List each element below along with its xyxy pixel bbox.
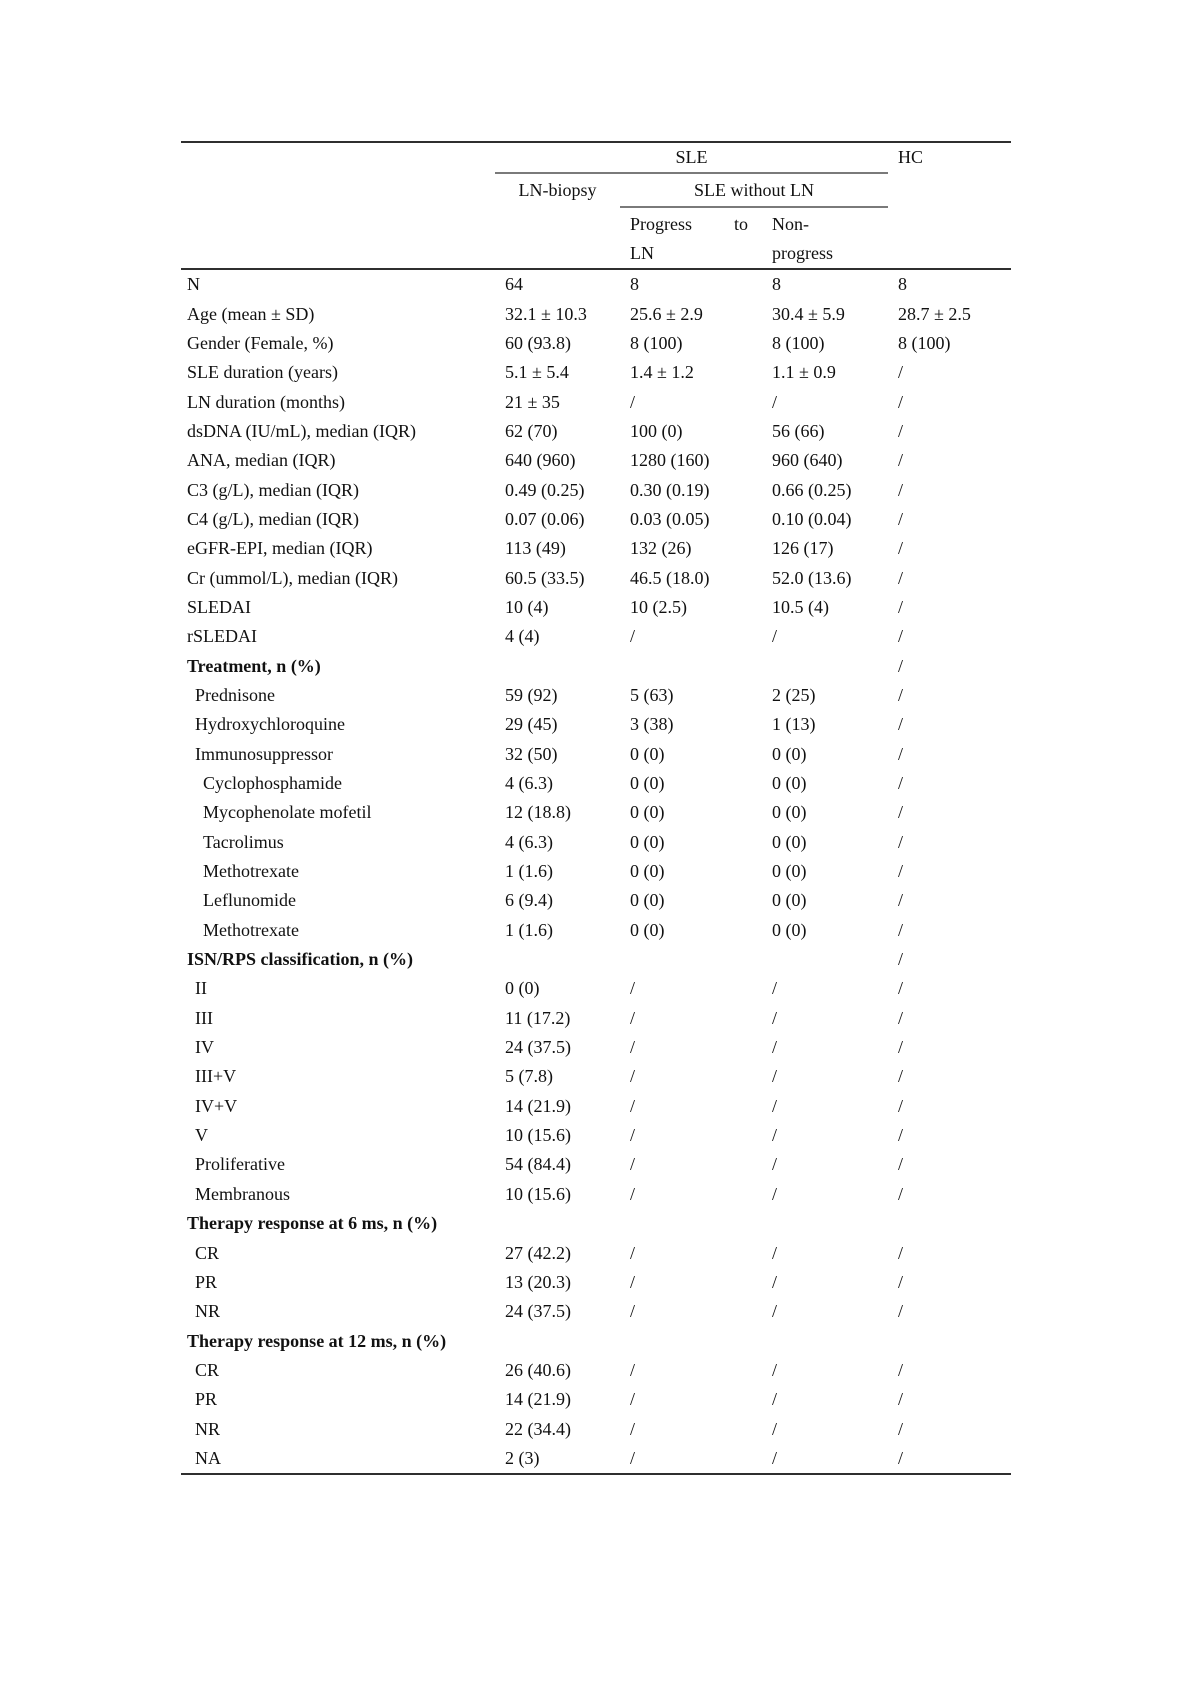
cell-non-progress: 1 (13) xyxy=(772,714,816,735)
cell-ln-biopsy: 13 (20.3) xyxy=(505,1271,571,1292)
table-row xyxy=(181,622,1011,651)
table-row xyxy=(181,593,1011,622)
to-word: to xyxy=(733,214,748,234)
cell-non-progress: / xyxy=(772,1418,778,1439)
cell-hc: / xyxy=(898,1183,904,1204)
row-label: Methotrexate xyxy=(203,861,299,882)
cell-ln-biopsy: 12 (18.8) xyxy=(505,802,571,823)
row-label: CR xyxy=(195,1359,220,1380)
row-label: C4 (g/L), median (IQR) xyxy=(187,508,359,529)
cell-ln-biopsy: 6 (9.4) xyxy=(505,890,553,911)
cell-non-progress: 0 (0) xyxy=(772,831,807,852)
non-progress-line2: progress xyxy=(772,243,833,263)
row-label: NR xyxy=(195,1301,221,1322)
cell-non-progress: 0 (0) xyxy=(772,890,807,911)
cell-hc: / xyxy=(898,538,904,559)
row-label: C3 (g/L), median (IQR) xyxy=(187,479,359,500)
cell-ln-biopsy: 14 (21.9) xyxy=(505,1095,571,1116)
table-row xyxy=(181,1150,1011,1179)
row-label: SLE duration (years) xyxy=(187,362,338,383)
progress-word: Progress xyxy=(630,214,692,234)
table-row xyxy=(181,1004,1011,1033)
cell-ln-biopsy: 5 (7.8) xyxy=(505,1066,553,1087)
row-label: V xyxy=(195,1125,208,1146)
row-label: Therapy response at 12 ms, n (%) xyxy=(187,1330,447,1351)
cell-ln-biopsy: 10 (4) xyxy=(505,596,549,617)
cell-non-progress: / xyxy=(772,1447,778,1468)
cell-hc: / xyxy=(898,1242,904,1263)
cell-ln-biopsy: 4 (4) xyxy=(505,626,540,647)
cell-progress-ln: / xyxy=(630,1447,636,1468)
sle-without-ln-underline xyxy=(620,206,888,208)
table-row xyxy=(181,1356,1011,1385)
cell-non-progress: / xyxy=(772,1271,778,1292)
table-row xyxy=(181,681,1011,710)
table-row xyxy=(181,1062,1011,1091)
cell-non-progress: 8 xyxy=(772,274,781,295)
cell-hc: 28.7 ± 2.5 xyxy=(898,303,971,324)
cell-non-progress: 0 (0) xyxy=(772,773,807,794)
row-label: Hydroxychloroquine xyxy=(195,714,345,735)
cell-hc: / xyxy=(898,1271,904,1292)
cell-progress-ln: 0 (0) xyxy=(630,919,665,940)
cell-hc: / xyxy=(898,391,904,412)
cell-non-progress: / xyxy=(772,626,778,647)
col-header-non-progress: Non- xyxy=(772,214,809,234)
cell-progress-ln: 5 (63) xyxy=(630,684,674,705)
row-label: IV xyxy=(195,1037,214,1058)
table-row xyxy=(181,1092,1011,1121)
cell-non-progress: / xyxy=(772,1007,778,1028)
cell-ln-biopsy: 27 (42.2) xyxy=(505,1242,571,1263)
cell-progress-ln: / xyxy=(630,1271,636,1292)
cell-progress-ln: 132 (26) xyxy=(630,538,692,559)
row-label: Therapy response at 6 ms, n (%) xyxy=(187,1213,438,1234)
cell-progress-ln: 0 (0) xyxy=(630,773,665,794)
cell-hc: 8 xyxy=(898,274,907,295)
row-label: IV+V xyxy=(195,1095,238,1116)
table-row xyxy=(181,270,1011,299)
cell-progress-ln: 0 (0) xyxy=(630,802,665,823)
row-label: NR xyxy=(195,1418,221,1439)
table-row xyxy=(181,828,1011,857)
table-row xyxy=(181,1297,1011,1326)
cell-hc: / xyxy=(898,743,904,764)
cell-ln-biopsy: 62 (70) xyxy=(505,420,558,441)
table-row xyxy=(181,1121,1011,1150)
cell-hc: / xyxy=(898,1066,904,1087)
cell-hc: / xyxy=(898,362,904,383)
cell-hc: / xyxy=(898,479,904,500)
cell-ln-biopsy: 64 xyxy=(505,274,523,295)
row-label: ISN/RPS classification, n (%) xyxy=(187,949,414,970)
cell-progress-ln: / xyxy=(630,626,636,647)
table-row xyxy=(181,798,1011,827)
row-label: Treatment, n (%) xyxy=(187,655,321,676)
table-row xyxy=(181,475,1011,504)
table-row xyxy=(181,1209,1011,1238)
cell-ln-biopsy: 640 (960) xyxy=(505,450,576,471)
table-row xyxy=(181,358,1011,387)
cell-hc: 8 (100) xyxy=(898,332,951,353)
cell-ln-biopsy: 32.1 ± 10.3 xyxy=(505,303,587,324)
cell-ln-biopsy: 1 (1.6) xyxy=(505,919,553,940)
row-label: Immunosuppressor xyxy=(195,743,333,764)
cell-ln-biopsy: 4 (6.3) xyxy=(505,831,553,852)
row-label: SLEDAI xyxy=(187,596,251,617)
cell-non-progress: 0 (0) xyxy=(772,743,807,764)
row-label: Proliferative xyxy=(195,1154,285,1175)
cell-hc: / xyxy=(898,1154,904,1175)
cell-progress-ln: / xyxy=(630,1301,636,1322)
row-label: Tacrolimus xyxy=(203,831,284,852)
cell-ln-biopsy: 10 (15.6) xyxy=(505,1125,571,1146)
cell-ln-biopsy: 10 (15.6) xyxy=(505,1183,571,1204)
table-row xyxy=(181,1238,1011,1267)
row-label: ANA, median (IQR) xyxy=(187,450,336,471)
cell-progress-ln: 0 (0) xyxy=(630,831,665,852)
row-label: Cr (ummol/L), median (IQR) xyxy=(187,567,398,588)
cell-progress-ln: 10 (2.5) xyxy=(630,596,687,617)
row-label: PR xyxy=(195,1389,218,1410)
cell-ln-biopsy: 22 (34.4) xyxy=(505,1418,571,1439)
table-row xyxy=(181,857,1011,886)
row-label: Methotrexate xyxy=(203,919,299,940)
cell-ln-biopsy: 4 (6.3) xyxy=(505,773,553,794)
row-label: II xyxy=(195,978,207,999)
cell-ln-biopsy: 24 (37.5) xyxy=(505,1037,571,1058)
cell-hc: / xyxy=(898,773,904,794)
cell-ln-biopsy: 32 (50) xyxy=(505,743,558,764)
cell-ln-biopsy: 60 (93.8) xyxy=(505,332,571,353)
cell-non-progress: 126 (17) xyxy=(772,538,834,559)
row-label: Mycophenolate mofetil xyxy=(203,802,372,823)
cell-non-progress: / xyxy=(772,1125,778,1146)
table-row xyxy=(181,1326,1011,1355)
cell-non-progress: / xyxy=(772,1301,778,1322)
cell-hc: / xyxy=(898,861,904,882)
cell-progress-ln: 1.4 ± 1.2 xyxy=(630,362,694,383)
cell-non-progress: 30.4 ± 5.9 xyxy=(772,303,845,324)
cell-ln-biopsy: 21 ± 35 xyxy=(505,391,560,412)
cell-non-progress: 8 (100) xyxy=(772,332,825,353)
table-bottom-rule xyxy=(181,1473,1011,1475)
cell-hc: / xyxy=(898,831,904,852)
cell-ln-biopsy: 24 (37.5) xyxy=(505,1301,571,1322)
table-row xyxy=(181,446,1011,475)
cell-non-progress: 2 (25) xyxy=(772,684,816,705)
cell-progress-ln: / xyxy=(630,1037,636,1058)
cell-progress-ln: 0 (0) xyxy=(630,861,665,882)
cell-non-progress: 0 (0) xyxy=(772,861,807,882)
cell-ln-biopsy: 59 (92) xyxy=(505,684,558,705)
cell-hc: / xyxy=(898,1037,904,1058)
cell-hc: / xyxy=(898,714,904,735)
cell-progress-ln: / xyxy=(630,978,636,999)
table-row xyxy=(181,916,1011,945)
row-label: Gender (Female, %) xyxy=(187,332,334,353)
cell-progress-ln: 8 xyxy=(630,274,639,295)
cell-hc: / xyxy=(898,1301,904,1322)
cell-hc: / xyxy=(898,890,904,911)
table-row xyxy=(181,1444,1011,1473)
cell-ln-biopsy: 0 (0) xyxy=(505,978,540,999)
cell-hc: / xyxy=(898,626,904,647)
row-label: dsDNA (IU/mL), median (IQR) xyxy=(187,420,416,441)
table-row xyxy=(181,1268,1011,1297)
cell-progress-ln: 0.03 (0.05) xyxy=(630,508,710,529)
cell-non-progress: / xyxy=(772,1359,778,1380)
row-label: III+V xyxy=(195,1066,237,1087)
cell-non-progress: 1.1 ± 0.9 xyxy=(772,362,836,383)
cell-non-progress: / xyxy=(772,1183,778,1204)
table-row xyxy=(181,651,1011,680)
table-row xyxy=(181,974,1011,1003)
cell-hc: / xyxy=(898,684,904,705)
cell-progress-ln: 1280 (160) xyxy=(630,450,710,471)
cell-ln-biopsy: 60.5 (33.5) xyxy=(505,567,585,588)
table-row xyxy=(181,1033,1011,1062)
table-row xyxy=(181,710,1011,739)
col-header-ln-biopsy: LN-biopsy xyxy=(518,180,597,200)
cell-progress-ln: 0.30 (0.19) xyxy=(630,479,710,500)
cell-progress-ln: 46.5 (18.0) xyxy=(630,567,710,588)
cell-hc: / xyxy=(898,596,904,617)
cell-ln-biopsy: 14 (21.9) xyxy=(505,1389,571,1410)
cell-progress-ln: / xyxy=(630,1418,636,1439)
cell-non-progress: 0 (0) xyxy=(772,802,807,823)
cell-hc: / xyxy=(898,1359,904,1380)
table-row xyxy=(181,1180,1011,1209)
cell-progress-ln: / xyxy=(630,1242,636,1263)
table-row xyxy=(181,329,1011,358)
cell-ln-biopsy: 29 (45) xyxy=(505,714,558,735)
cell-progress-ln: 8 (100) xyxy=(630,332,683,353)
cell-non-progress: 0.66 (0.25) xyxy=(772,479,852,500)
cell-ln-biopsy: 11 (17.2) xyxy=(505,1007,571,1028)
table-row xyxy=(181,1385,1011,1414)
cell-non-progress: 960 (640) xyxy=(772,450,843,471)
cell-ln-biopsy: 2 (3) xyxy=(505,1447,540,1468)
table-row xyxy=(181,945,1011,974)
table-row xyxy=(181,886,1011,915)
cell-non-progress: / xyxy=(772,1095,778,1116)
cell-progress-ln: 3 (38) xyxy=(630,714,674,735)
cell-non-progress: 56 (66) xyxy=(772,420,825,441)
cell-hc: / xyxy=(898,802,904,823)
table-row xyxy=(181,1414,1011,1443)
cell-hc: / xyxy=(898,1447,904,1468)
cell-ln-biopsy: 1 (1.6) xyxy=(505,861,553,882)
cell-hc: / xyxy=(898,1418,904,1439)
table-row xyxy=(181,740,1011,769)
cell-non-progress: 10.5 (4) xyxy=(772,596,829,617)
cell-hc: / xyxy=(898,919,904,940)
table-row xyxy=(181,769,1011,798)
cell-ln-biopsy: 5.1 ± 5.4 xyxy=(505,362,569,383)
table-row xyxy=(181,387,1011,416)
cell-non-progress: / xyxy=(772,1066,778,1087)
cell-ln-biopsy: 113 (49) xyxy=(505,538,566,559)
row-label: Cyclophosphamide xyxy=(203,773,342,794)
row-label: III xyxy=(195,1007,213,1028)
cell-progress-ln: / xyxy=(630,1066,636,1087)
table-row xyxy=(181,534,1011,563)
cell-progress-ln: / xyxy=(630,1095,636,1116)
cell-hc: / xyxy=(898,1095,904,1116)
col-header-progress-to-ln xyxy=(630,210,748,239)
cell-ln-biopsy: 26 (40.6) xyxy=(505,1359,571,1380)
cell-non-progress: / xyxy=(772,1037,778,1058)
row-label: Age (mean ± SD) xyxy=(187,303,315,324)
cell-progress-ln: / xyxy=(630,1359,636,1380)
row-label: NA xyxy=(195,1447,221,1468)
cell-progress-ln: / xyxy=(630,1125,636,1146)
cell-progress-ln: 0 (0) xyxy=(630,743,665,764)
cell-progress-ln: 100 (0) xyxy=(630,420,683,441)
table-body xyxy=(181,270,1011,1473)
sle-group-underline xyxy=(495,172,888,174)
cell-non-progress: 0.10 (0.04) xyxy=(772,508,852,529)
cell-non-progress: / xyxy=(772,1242,778,1263)
cell-ln-biopsy: 0.49 (0.25) xyxy=(505,479,585,500)
cell-hc: / xyxy=(898,1389,904,1410)
cell-hc: / xyxy=(898,508,904,529)
row-label: Leflunomide xyxy=(203,890,296,911)
row-label: N xyxy=(187,274,200,295)
cell-progress-ln: / xyxy=(630,1007,636,1028)
cell-non-progress: / xyxy=(772,978,778,999)
cell-hc: / xyxy=(898,1007,904,1028)
cell-ln-biopsy: 54 (84.4) xyxy=(505,1154,571,1175)
cell-hc: / xyxy=(898,978,904,999)
cell-hc: / xyxy=(898,949,904,970)
cell-non-progress: / xyxy=(772,1389,778,1410)
row-label: Prednisone xyxy=(195,684,275,705)
cell-hc: / xyxy=(898,420,904,441)
col-group-header-sle: SLE xyxy=(675,147,708,167)
cell-hc: / xyxy=(898,655,904,676)
cell-non-progress: 52.0 (13.6) xyxy=(772,567,852,588)
row-label: rSLEDAI xyxy=(187,626,257,647)
table-row xyxy=(181,505,1011,534)
row-label: CR xyxy=(195,1242,220,1263)
cell-non-progress: / xyxy=(772,1154,778,1175)
row-label: LN duration (months) xyxy=(187,391,345,412)
progress-to-ln-line2: LN xyxy=(630,243,654,263)
row-label: Membranous xyxy=(195,1183,290,1204)
table-row xyxy=(181,299,1011,328)
table-row xyxy=(181,417,1011,446)
row-label: eGFR-EPI, median (IQR) xyxy=(187,538,373,559)
cell-progress-ln: / xyxy=(630,1154,636,1175)
col-header-hc: HC xyxy=(898,147,924,167)
cell-non-progress: / xyxy=(772,391,778,412)
cell-hc: / xyxy=(898,1125,904,1146)
cell-progress-ln: / xyxy=(630,1183,636,1204)
cell-hc: / xyxy=(898,567,904,588)
row-label: PR xyxy=(195,1271,218,1292)
cell-progress-ln: / xyxy=(630,1389,636,1410)
cell-progress-ln: 25.6 ± 2.9 xyxy=(630,303,703,324)
cell-ln-biopsy: 0.07 (0.06) xyxy=(505,508,585,529)
col-group-header-sle-without-ln: SLE without LN xyxy=(694,180,814,200)
cell-progress-ln: 0 (0) xyxy=(630,890,665,911)
cell-hc: / xyxy=(898,450,904,471)
cell-non-progress: 0 (0) xyxy=(772,919,807,940)
cell-progress-ln: / xyxy=(630,391,636,412)
table-row xyxy=(181,563,1011,592)
